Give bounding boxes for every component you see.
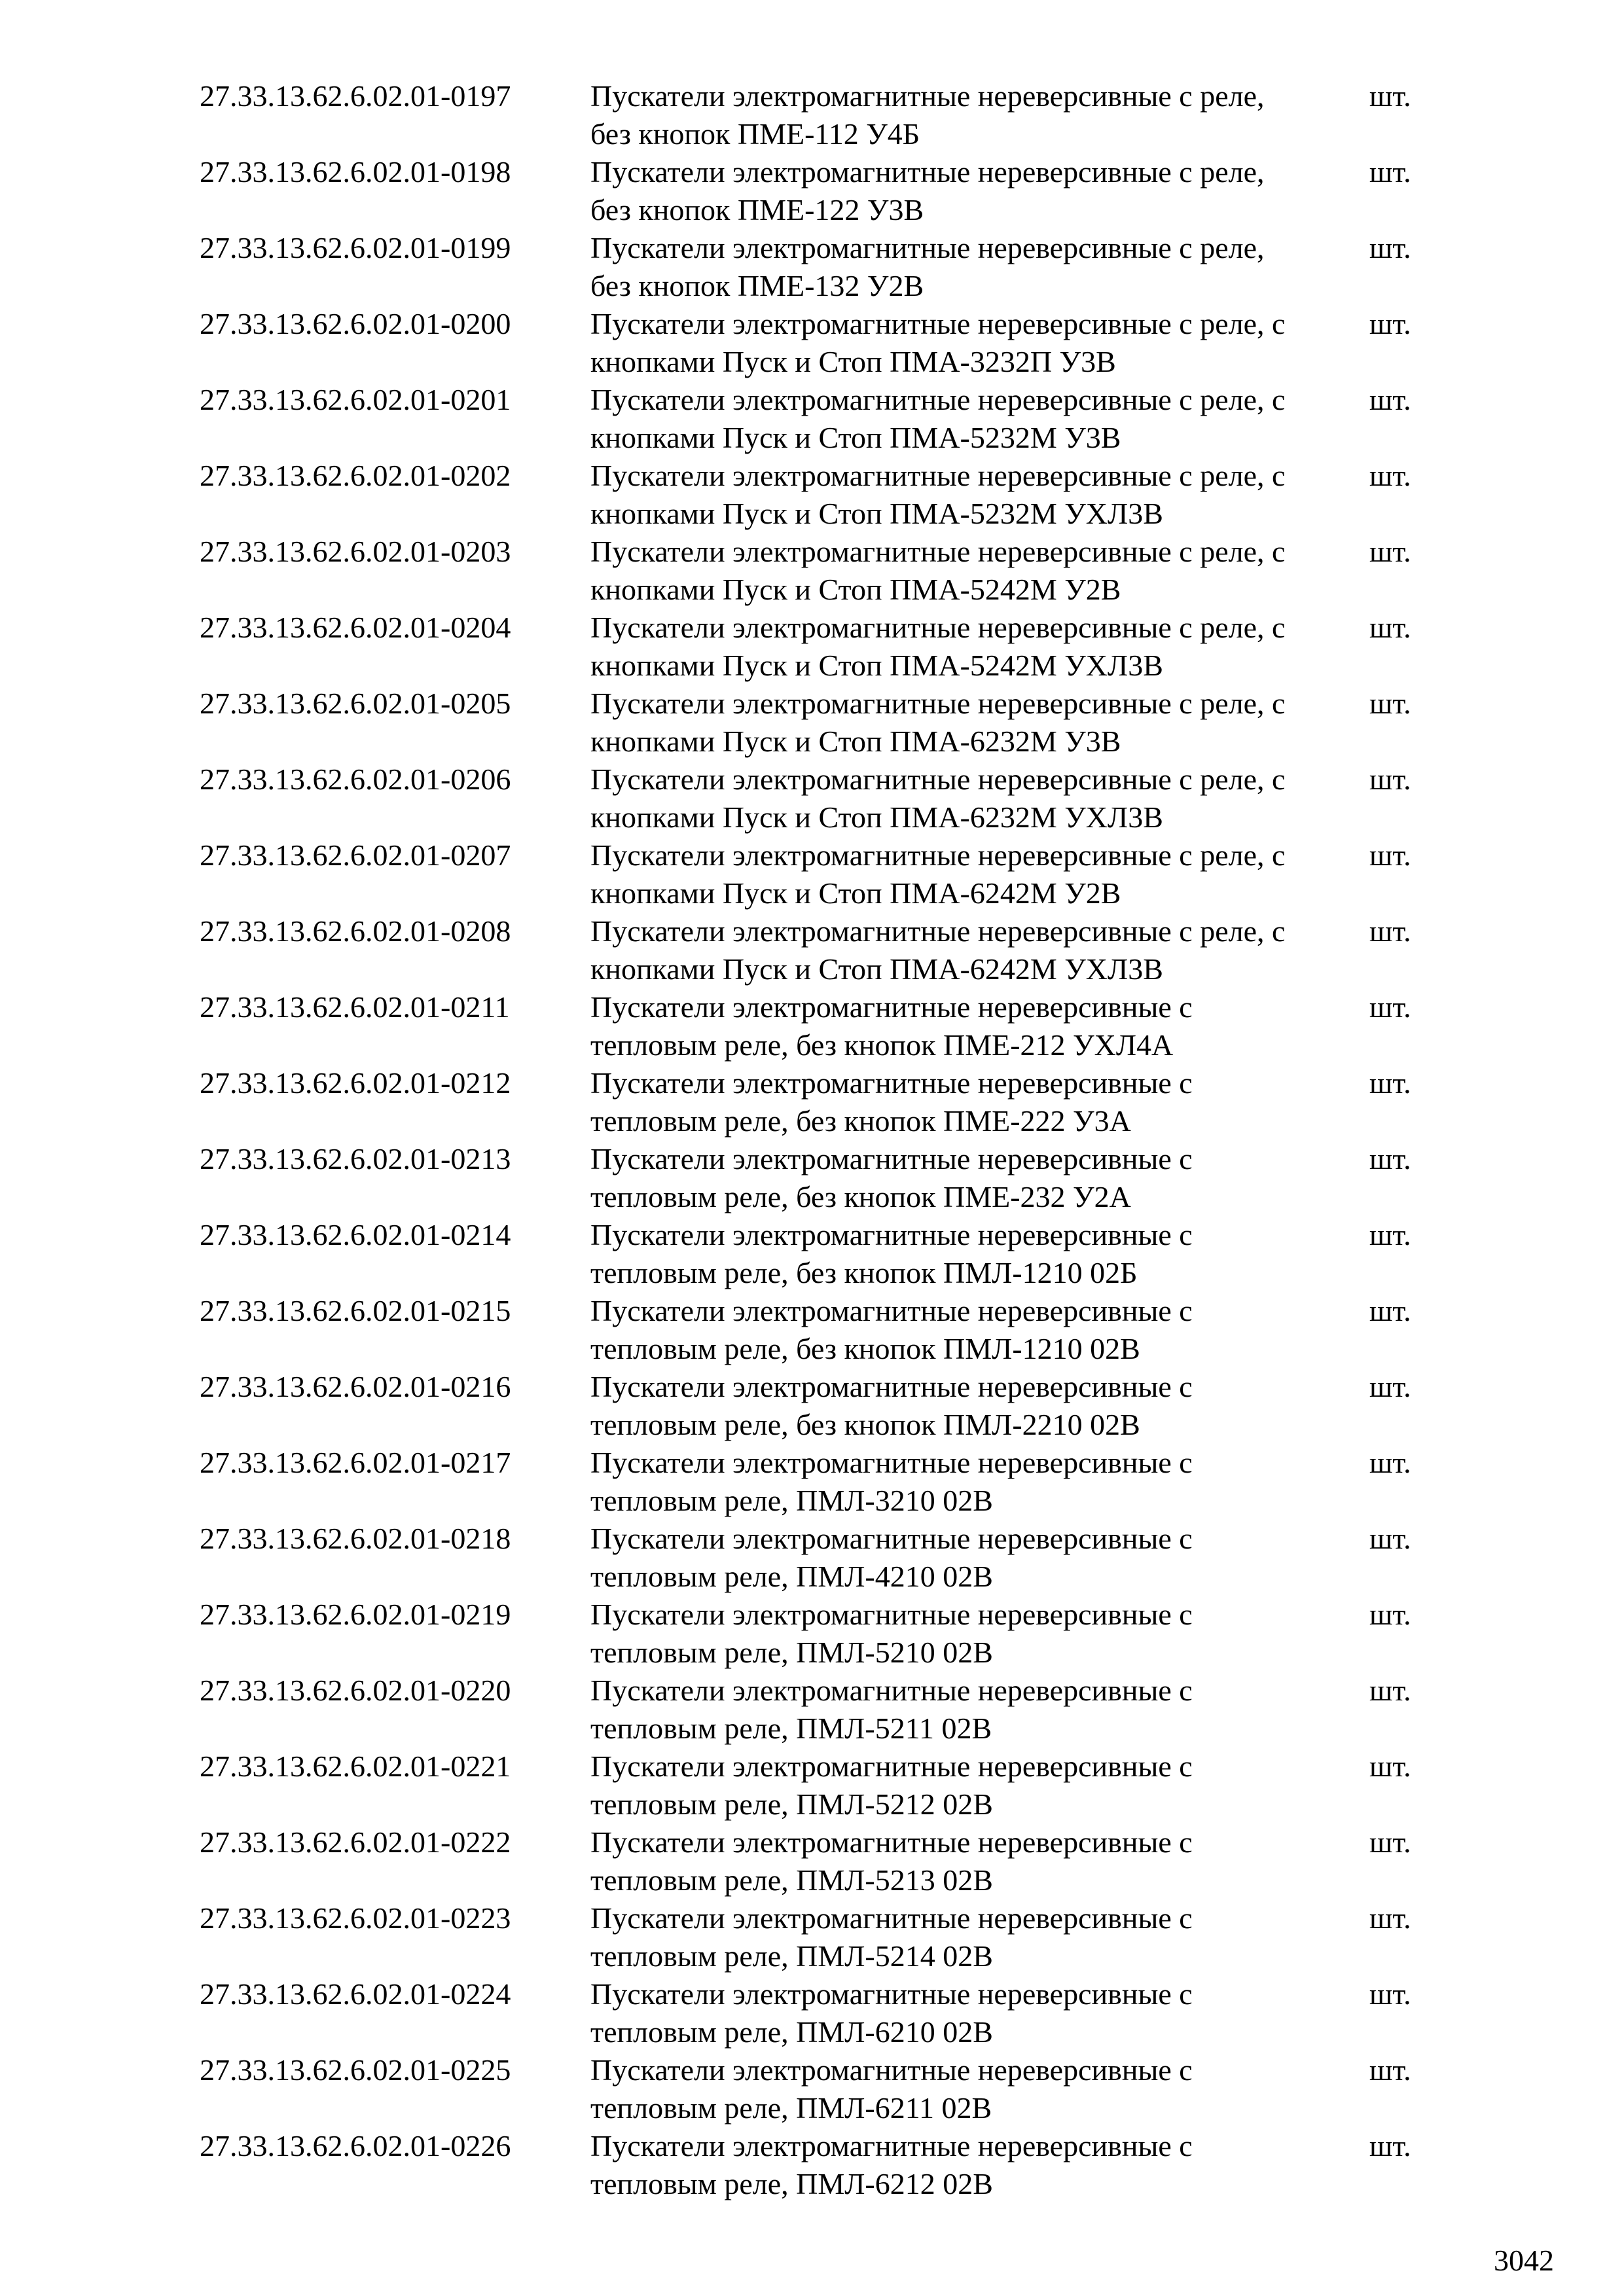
description-line-1: Пускатели электромагнитные нереверсивные с реле, с	[590, 459, 1286, 492]
item-description	[590, 836, 1369, 912]
item-unit: шт.	[1369, 2129, 1411, 2162]
table-row	[200, 1899, 1443, 1975]
description-line-2: тепловым реле, ПМЛ-6212 02В	[590, 2167, 993, 2200]
description-line-1: Пускатели электромагнитные нереверсивные с	[590, 1749, 1193, 1783]
item-unit: шт.	[1369, 1218, 1411, 1251]
item-code: 27.33.13.62.6.02.01-0206	[200, 762, 511, 796]
description-line-1: Пускатели электромагнитные нереверсивные с	[590, 1522, 1193, 1555]
item-code: 27.33.13.62.6.02.01-0218	[200, 1522, 511, 1555]
item-unit: шт.	[1369, 307, 1411, 340]
item-description	[590, 533, 1369, 609]
item-description	[590, 1064, 1369, 1140]
item-code: 27.33.13.62.6.02.01-0214	[200, 1218, 511, 1251]
description-line-1: Пускатели электромагнитные нереверсивные с	[590, 2053, 1193, 2087]
item-code: 27.33.13.62.6.02.01-0204	[200, 611, 511, 644]
item-code: 27.33.13.62.6.02.01-0217	[200, 1446, 511, 1479]
item-description	[590, 988, 1369, 1064]
table-row	[200, 77, 1443, 153]
description-line-2: кнопками Пуск и Стоп ПМА-5232М У3В	[590, 421, 1121, 454]
price-list-table	[200, 77, 1443, 2203]
description-line-2: кнопками Пуск и Стоп ПМА-5242М У2В	[590, 573, 1121, 606]
item-unit: шт.	[1369, 1446, 1411, 1479]
description-line-2: кнопками Пуск и Стоп ПМА-6242М УХЛ3В	[590, 952, 1163, 986]
item-unit: шт.	[1369, 1522, 1411, 1555]
item-unit: шт.	[1369, 1598, 1411, 1631]
table-row	[200, 1444, 1443, 1520]
item-unit: шт.	[1369, 1674, 1411, 1707]
table-row	[200, 2051, 1443, 2127]
item-code: 27.33.13.62.6.02.01-0199	[200, 231, 511, 264]
table-row	[200, 685, 1443, 761]
description-line-1: Пускатели электромагнитные нереверсивные с реле, с	[590, 611, 1286, 644]
table-row	[200, 1823, 1443, 1899]
description-line-1: Пускатели электромагнитные нереверсивные с реле, с	[590, 307, 1286, 340]
table-row	[200, 1596, 1443, 1672]
description-line-1: Пускатели электромагнитные нереверсивные с реле,	[590, 155, 1265, 188]
item-description	[590, 685, 1369, 761]
item-code: 27.33.13.62.6.02.01-0205	[200, 687, 511, 720]
description-line-2: тепловым реле, без кнопок ПМЕ-212 УХЛ4А	[590, 1028, 1174, 1062]
table-row	[200, 1520, 1443, 1596]
item-code: 27.33.13.62.6.02.01-0207	[200, 838, 511, 872]
item-description	[590, 1596, 1369, 1672]
description-line-1: Пускатели электромагнитные нереверсивные с	[590, 1977, 1193, 2011]
description-line-1: Пускатели электромагнитные нереверсивные с	[590, 1674, 1193, 1707]
description-line-1: Пускатели электромагнитные нереверсивные с	[590, 990, 1193, 1024]
description-line-1: Пускатели электромагнитные нереверсивные с реле, с	[590, 535, 1286, 568]
item-code: 27.33.13.62.6.02.01-0225	[200, 2053, 511, 2087]
item-code: 27.33.13.62.6.02.01-0224	[200, 1977, 511, 2011]
table-row	[200, 1672, 1443, 1748]
description-line-1: Пускатели электромагнитные нереверсивные с	[590, 1370, 1193, 1403]
item-description	[590, 457, 1369, 533]
description-line-1: Пускатели электромагнитные нереверсивные с реле, с	[590, 687, 1286, 720]
item-code: 27.33.13.62.6.02.01-0219	[200, 1598, 511, 1631]
description-line-2: без кнопок ПМЕ-132 У2В	[590, 269, 924, 302]
description-line-1: Пускатели электромагнитные нереверсивные с	[590, 1446, 1193, 1479]
item-unit: шт.	[1369, 1901, 1411, 1935]
table-row	[200, 912, 1443, 988]
description-line-2: кнопками Пуск и Стоп ПМА-5242М УХЛ3В	[590, 649, 1163, 682]
table-row	[200, 457, 1443, 533]
description-line-2: тепловым реле, ПМЛ-5214 02В	[590, 1939, 993, 1973]
item-unit: шт.	[1369, 1142, 1411, 1175]
item-description	[590, 1292, 1369, 1368]
table-row	[200, 836, 1443, 912]
description-line-1: Пускатели электромагнитные нереверсивные с	[590, 1294, 1193, 1327]
description-line-2: тепловым реле, ПМЛ-5210 02В	[590, 1636, 993, 1669]
item-unit: шт.	[1369, 231, 1411, 264]
item-code: 27.33.13.62.6.02.01-0223	[200, 1901, 511, 1935]
item-description	[590, 1368, 1369, 1444]
description-line-1: Пускатели электромагнитные нереверсивные с	[590, 1901, 1193, 1935]
page-number: 3042	[1494, 2244, 1554, 2277]
item-unit: шт.	[1369, 535, 1411, 568]
description-line-1: Пускатели электромагнитные нереверсивные с	[590, 1142, 1193, 1175]
description-line-2: кнопками Пуск и Стоп ПМА-5232М УХЛ3В	[590, 497, 1163, 530]
description-line-1: Пускатели электромагнитные нереверсивные с реле,	[590, 79, 1265, 113]
table-row	[200, 1140, 1443, 1216]
item-unit: шт.	[1369, 2053, 1411, 2087]
description-line-2: тепловым реле, без кнопок ПМЛ-2210 02В	[590, 1408, 1140, 1441]
table-row	[200, 609, 1443, 685]
description-line-2: тепловым реле, ПМЛ-3210 02В	[590, 1484, 993, 1517]
description-line-2: тепловым реле, без кнопок ПМЕ-232 У2А	[590, 1180, 1131, 1213]
item-code: 27.33.13.62.6.02.01-0211	[200, 990, 510, 1024]
description-line-2: тепловым реле, ПМЛ-5212 02В	[590, 1787, 993, 1821]
description-line-2: без кнопок ПМЕ-112 У4Б	[590, 117, 920, 151]
description-line-1: Пускатели электромагнитные нереверсивные с	[590, 1598, 1193, 1631]
table-row	[200, 1292, 1443, 1368]
description-line-1: Пускатели электромагнитные нереверсивные с	[590, 1825, 1193, 1859]
item-description	[590, 229, 1369, 305]
description-line-2: тепловым реле, ПМЛ-6210 02В	[590, 2015, 993, 2049]
item-code: 27.33.13.62.6.02.01-0197	[200, 79, 511, 113]
description-line-2: тепловым реле, ПМЛ-5211 02В	[590, 1712, 992, 1745]
item-unit: шт.	[1369, 762, 1411, 796]
item-code: 27.33.13.62.6.02.01-0226	[200, 2129, 511, 2162]
description-line-2: кнопками Пуск и Стоп ПМА-6232М УХЛ3В	[590, 800, 1163, 834]
table-row	[200, 1748, 1443, 1823]
item-code: 27.33.13.62.6.02.01-0222	[200, 1825, 511, 1859]
item-code: 27.33.13.62.6.02.01-0212	[200, 1066, 511, 1100]
item-description	[590, 1520, 1369, 1596]
item-unit: шт.	[1369, 990, 1411, 1024]
item-code: 27.33.13.62.6.02.01-0221	[200, 1749, 511, 1783]
item-code: 27.33.13.62.6.02.01-0198	[200, 155, 511, 188]
table-row	[200, 153, 1443, 229]
table-row	[200, 1975, 1443, 2051]
item-description	[590, 153, 1369, 229]
item-unit: шт.	[1369, 459, 1411, 492]
item-description	[590, 77, 1369, 153]
item-description	[590, 1672, 1369, 1748]
item-code: 27.33.13.62.6.02.01-0215	[200, 1294, 511, 1327]
item-unit: шт.	[1369, 1066, 1411, 1100]
item-unit: шт.	[1369, 1825, 1411, 1859]
description-line-2: кнопками Пуск и Стоп ПМА-6242М У2В	[590, 876, 1121, 910]
item-unit: шт.	[1369, 1370, 1411, 1403]
item-description	[590, 912, 1369, 988]
item-description	[590, 305, 1369, 381]
table-row	[200, 229, 1443, 305]
table-row	[200, 1064, 1443, 1140]
item-description	[590, 2051, 1369, 2127]
item-description	[590, 1444, 1369, 1520]
item-unit: шт.	[1369, 79, 1411, 113]
item-code: 27.33.13.62.6.02.01-0201	[200, 383, 511, 416]
description-line-2: тепловым реле, ПМЛ-5213 02В	[590, 1863, 993, 1897]
description-line-2: тепловым реле, ПМЛ-6211 02В	[590, 2091, 992, 2125]
description-line-2: тепловым реле, ПМЛ-4210 02В	[590, 1560, 993, 1593]
item-description	[590, 1975, 1369, 2051]
table-row	[200, 761, 1443, 836]
description-line-1: Пускатели электромагнитные нереверсивные с реле, с	[590, 383, 1286, 416]
description-line-1: Пускатели электромагнитные нереверсивные с	[590, 2129, 1193, 2162]
item-description	[590, 1216, 1369, 1292]
description-line-2: кнопками Пуск и Стоп ПМА-3232П У3В	[590, 345, 1116, 378]
item-unit: шт.	[1369, 1294, 1411, 1327]
item-description	[590, 609, 1369, 685]
description-line-1: Пускатели электромагнитные нереверсивные с реле, с	[590, 914, 1286, 948]
description-line-2: тепловым реле, без кнопок ПМЕ-222 У3А	[590, 1104, 1131, 1138]
item-code: 27.33.13.62.6.02.01-0202	[200, 459, 511, 492]
description-line-1: Пускатели электромагнитные нереверсивные с	[590, 1066, 1193, 1100]
item-description	[590, 1823, 1369, 1899]
item-description	[590, 1899, 1369, 1975]
item-description	[590, 1140, 1369, 1216]
description-line-1: Пускатели электромагнитные нереверсивные с реле, с	[590, 762, 1286, 796]
item-code: 27.33.13.62.6.02.01-0213	[200, 1142, 511, 1175]
item-unit: шт.	[1369, 383, 1411, 416]
description-line-2: тепловым реле, без кнопок ПМЛ-1210 02В	[590, 1332, 1140, 1365]
item-unit: шт.	[1369, 611, 1411, 644]
item-code: 27.33.13.62.6.02.01-0200	[200, 307, 511, 340]
table-row	[200, 1216, 1443, 1292]
item-unit: шт.	[1369, 914, 1411, 948]
table-row	[200, 988, 1443, 1064]
description-line-1: Пускатели электромагнитные нереверсивные с	[590, 1218, 1193, 1251]
item-code: 27.33.13.62.6.02.01-0203	[200, 535, 511, 568]
item-description	[590, 2127, 1369, 2203]
item-unit: шт.	[1369, 687, 1411, 720]
item-description	[590, 761, 1369, 836]
item-code: 27.33.13.62.6.02.01-0216	[200, 1370, 511, 1403]
item-unit: шт.	[1369, 1977, 1411, 2011]
table-row	[200, 1368, 1443, 1444]
item-code: 27.33.13.62.6.02.01-0220	[200, 1674, 511, 1707]
table-row	[200, 381, 1443, 457]
description-line-2: без кнопок ПМЕ-122 У3В	[590, 193, 924, 226]
item-description	[590, 381, 1369, 457]
table-row	[200, 2127, 1443, 2203]
description-line-2: кнопками Пуск и Стоп ПМА-6232М У3В	[590, 725, 1121, 758]
item-unit: шт.	[1369, 838, 1411, 872]
description-line-1: Пускатели электромагнитные нереверсивные с реле, с	[590, 838, 1286, 872]
item-description	[590, 1748, 1369, 1823]
table-row	[200, 533, 1443, 609]
description-line-1: Пускатели электромагнитные нереверсивные с реле,	[590, 231, 1265, 264]
item-unit: шт.	[1369, 1749, 1411, 1783]
item-unit: шт.	[1369, 155, 1411, 188]
item-code: 27.33.13.62.6.02.01-0208	[200, 914, 511, 948]
table-row	[200, 305, 1443, 381]
description-line-2: тепловым реле, без кнопок ПМЛ-1210 02Б	[590, 1256, 1138, 1289]
